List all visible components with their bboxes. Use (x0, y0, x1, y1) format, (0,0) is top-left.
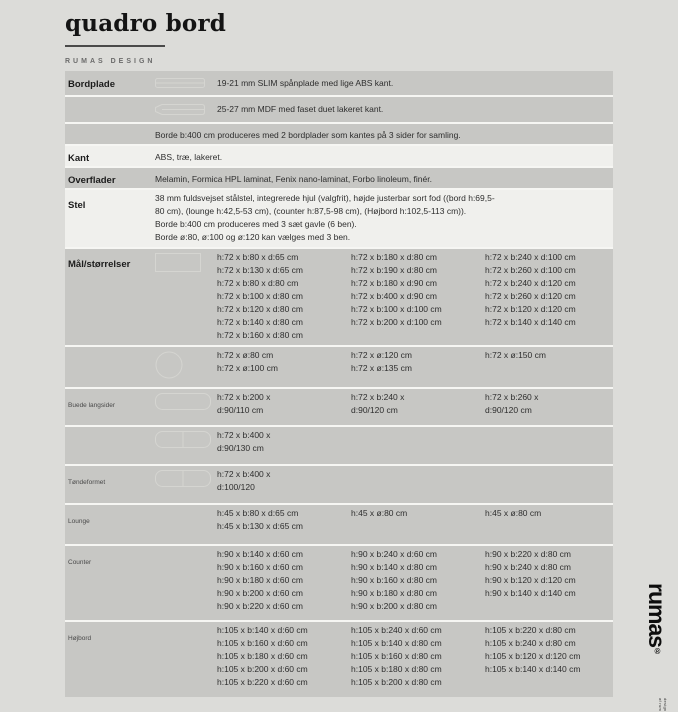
size-value: h:90 x b:140 x d:140 cm (485, 588, 576, 598)
size-value: d:90/120 cm (351, 405, 398, 415)
size-value: h:105 x b:160 x d:80 cm (351, 651, 442, 661)
icon-gutter-empty (155, 507, 217, 533)
size-value: h:72 x ø:150 cm (485, 350, 546, 360)
size-value: h:105 x b:240 x d:60 cm (351, 625, 442, 635)
bordplade-row-1 (65, 71, 613, 95)
kant-row (65, 146, 613, 166)
bordplade-line3: Borde b:400 cm produceres med 2 bordplader som kantes på 3 sider for samling. (155, 130, 461, 140)
overflader-text: Melamin, Formica HPL laminat, Fenix nano-laminat, Forbo linoleum, finér. (155, 174, 432, 184)
icon-gutter-empty (155, 548, 217, 613)
registered-mark-icon: ® (653, 647, 662, 657)
size-value: h:72 x b:400 x (217, 430, 271, 440)
rumas-logo-wordmark (646, 583, 668, 656)
size-column (217, 548, 351, 613)
size-column (217, 251, 351, 342)
size-value: h:72 x b:140 x d:80 cm (217, 317, 303, 327)
curved-sides-table-icon (155, 391, 217, 417)
row-label-kant: Kant (68, 153, 90, 164)
bordplade-row-2 (65, 97, 613, 122)
size-value: h:90 x b:220 x d:60 cm (217, 601, 303, 611)
rect-table-icon (155, 251, 217, 342)
size-value: h:72 x b:240 x d:120 cm (485, 278, 576, 288)
size-column (485, 391, 619, 417)
size-column (351, 251, 485, 342)
size-value: h:72 x ø:100 cm (217, 363, 278, 373)
size-value: h:90 x b:140 x d:80 cm (351, 562, 437, 572)
brand-name: RUMAS DESIGN (65, 58, 156, 65)
size-column (351, 349, 485, 379)
size-value: h:105 x b:180 x d:60 cm (217, 651, 308, 661)
rumas-logo-text: rumas (644, 583, 670, 648)
size-value: h:105 x b:240 x d:80 cm (485, 638, 576, 648)
size-value: h:90 x b:160 x d:80 cm (351, 575, 437, 585)
size-value: h:105 x b:160 x d:60 cm (217, 638, 308, 648)
size-group-row (65, 466, 613, 503)
size-group-sublabel: Counter (68, 559, 92, 566)
icon-gutter-empty (155, 624, 217, 689)
size-value: h:105 x b:140 x d:60 cm (217, 625, 308, 635)
spec-table (65, 71, 613, 697)
size-value: h:90 x b:200 x d:60 cm (217, 588, 303, 598)
size-value: h:72 x b:260 x (485, 392, 539, 402)
size-column (217, 624, 351, 689)
size-value: h:45 x ø:80 cm (351, 508, 408, 518)
stel-line4: Borde ø:80, ø:100 og ø:120 kan vælges med 3 ben. (155, 232, 351, 242)
curved-sides-split-table-icon (155, 429, 217, 455)
size-group-row (65, 389, 613, 425)
row-label-overflader: Overflader (68, 175, 116, 186)
size-value: h:105 x b:200 x d:60 cm (217, 664, 308, 674)
size-value: d:90/120 cm (485, 405, 532, 415)
size-value: h:90 x b:120 x d:120 cm (485, 575, 576, 585)
size-value: h:90 x b:220 x d:80 cm (485, 549, 571, 559)
barrel-table-icon (155, 468, 217, 494)
size-group-sublabel: Buede langsider (68, 402, 115, 409)
size-value: h:45 x ø:80 cm (485, 508, 542, 518)
size-column (217, 391, 351, 417)
size-group-row (65, 427, 613, 464)
size-value: h:72 x b:120 x d:80 cm (217, 304, 303, 314)
size-value: h:105 x b:140 x d:80 cm (351, 638, 442, 648)
row-label-stel: Stel (68, 200, 86, 211)
size-group-sublabel: Højbord (68, 635, 92, 642)
size-value: h:105 x b:120 x d:120 cm (485, 651, 581, 661)
size-column (485, 349, 619, 379)
size-value: h:90 x b:140 x d:60 cm (217, 549, 303, 559)
rumas-logo-tagline: design af rum (658, 698, 668, 712)
overflader-row (65, 168, 613, 188)
size-value: h:72 x b:80 x d:65 cm (217, 252, 299, 262)
size-value: h:72 x b:190 x d:80 cm (351, 265, 437, 275)
row-label-sizes: Mål/størrelser (68, 259, 131, 270)
size-value: h:105 x b:200 x d:80 cm (351, 677, 442, 687)
board-edge-chamfer-icon (155, 104, 217, 115)
size-value: h:90 x b:240 x d:80 cm (485, 562, 571, 572)
size-value: d:90/130 cm (217, 443, 264, 453)
round-table-icon (155, 349, 217, 379)
size-value: h:72 x b:140 x d:140 cm (485, 317, 576, 327)
size-value: h:72 x b:100 x d:80 cm (217, 291, 303, 301)
size-column (351, 391, 485, 417)
size-value: h:72 x b:180 x d:90 cm (351, 278, 437, 288)
size-value: h:105 x b:140 x d:140 cm (485, 664, 581, 674)
size-value: h:90 x b:200 x d:80 cm (351, 601, 437, 611)
size-column (217, 468, 351, 494)
size-value: h:72 x b:80 x d:80 cm (217, 278, 299, 288)
kant-text: ABS, træ, lakeret. (155, 152, 223, 162)
size-column (217, 349, 351, 379)
size-value: h:72 x ø:135 cm (351, 363, 412, 373)
size-value: h:105 x b:220 x d:80 cm (485, 625, 576, 635)
bordplade-line2: 25-27 mm MDF med faset duet lakeret kant. (217, 104, 384, 114)
bordplade-row-3 (65, 124, 613, 144)
header (0, 0, 678, 71)
size-group-row (65, 505, 613, 544)
size-group-row (65, 546, 613, 620)
size-value: h:90 x b:240 x d:60 cm (351, 549, 437, 559)
stel-line1: 38 mm fuldsvejset stålstel, integrerede hjul (valgfrit), højde justerbar sort fod ((bord h:69,5- (155, 193, 495, 203)
title-underline (65, 45, 165, 47)
size-value: h:72 x b:200 x d:100 cm (351, 317, 442, 327)
size-value: h:72 x b:180 x d:80 cm (351, 252, 437, 262)
size-column (485, 548, 619, 613)
size-value: h:72 x b:240 x (351, 392, 405, 402)
size-value: h:72 x b:400 x (217, 469, 271, 479)
size-value: h:72 x b:160 x d:80 cm (217, 330, 303, 340)
size-value: d:90/110 cm (217, 405, 264, 415)
size-value: h:72 x b:120 x d:120 cm (485, 304, 576, 314)
size-value: h:90 x b:160 x d:60 cm (217, 562, 303, 572)
size-column (351, 548, 485, 613)
stel-line2: 80 cm), (lounge h:42,5-53 cm), (counter h:87,5-98 cm), (Højbord h:102,5-113 cm)). (155, 206, 467, 216)
stel-line3: Borde b:400 cm produceres med 3 sæt gavle (6 ben). (155, 219, 357, 229)
size-column (485, 507, 619, 533)
size-value: h:72 x b:400 x d:90 cm (351, 291, 437, 301)
size-value: h:105 x b:220 x d:60 cm (217, 677, 308, 687)
size-value: h:90 x b:180 x d:60 cm (217, 575, 303, 585)
size-value: h:72 x b:200 x (217, 392, 271, 402)
size-column (351, 624, 485, 689)
size-column (485, 624, 619, 689)
page-title: quadro bord (65, 10, 227, 37)
size-column (217, 429, 351, 455)
size-group-sublabel: Tøndeformet (68, 479, 106, 486)
size-value: h:72 x ø:80 cm (217, 350, 274, 360)
row-label-bordplade: Bordplade (68, 79, 115, 90)
size-group-sublabel: Lounge (68, 518, 90, 525)
size-column (217, 507, 351, 533)
size-value: h:72 x b:240 x d:100 cm (485, 252, 576, 262)
size-column (351, 507, 485, 533)
bordplade-line1: 19-21 mm SLIM spånplade med lige ABS kant. (217, 77, 394, 88)
size-value: h:72 x b:130 x d:65 cm (217, 265, 303, 275)
size-value: h:45 x b:130 x d:65 cm (217, 521, 303, 531)
board-edge-straight-icon (155, 78, 217, 88)
size-value: h:72 x b:260 x d:120 cm (485, 291, 576, 301)
size-value: h:72 x ø:120 cm (351, 350, 412, 360)
size-value: h:45 x b:80 x d:65 cm (217, 508, 299, 518)
size-group-row (65, 622, 613, 697)
size-value: h:72 x b:260 x d:100 cm (485, 265, 576, 275)
size-value: h:72 x b:100 x d:100 cm (351, 304, 442, 314)
size-value: h:90 x b:180 x d:80 cm (351, 588, 437, 598)
size-value: h:105 x b:180 x d:80 cm (351, 664, 442, 674)
stel-row (65, 190, 613, 247)
size-group-row (65, 347, 613, 387)
size-group-row (65, 249, 613, 345)
size-value: d:100/120 (217, 482, 255, 492)
rumas-logo (644, 583, 670, 712)
size-column (485, 251, 619, 342)
